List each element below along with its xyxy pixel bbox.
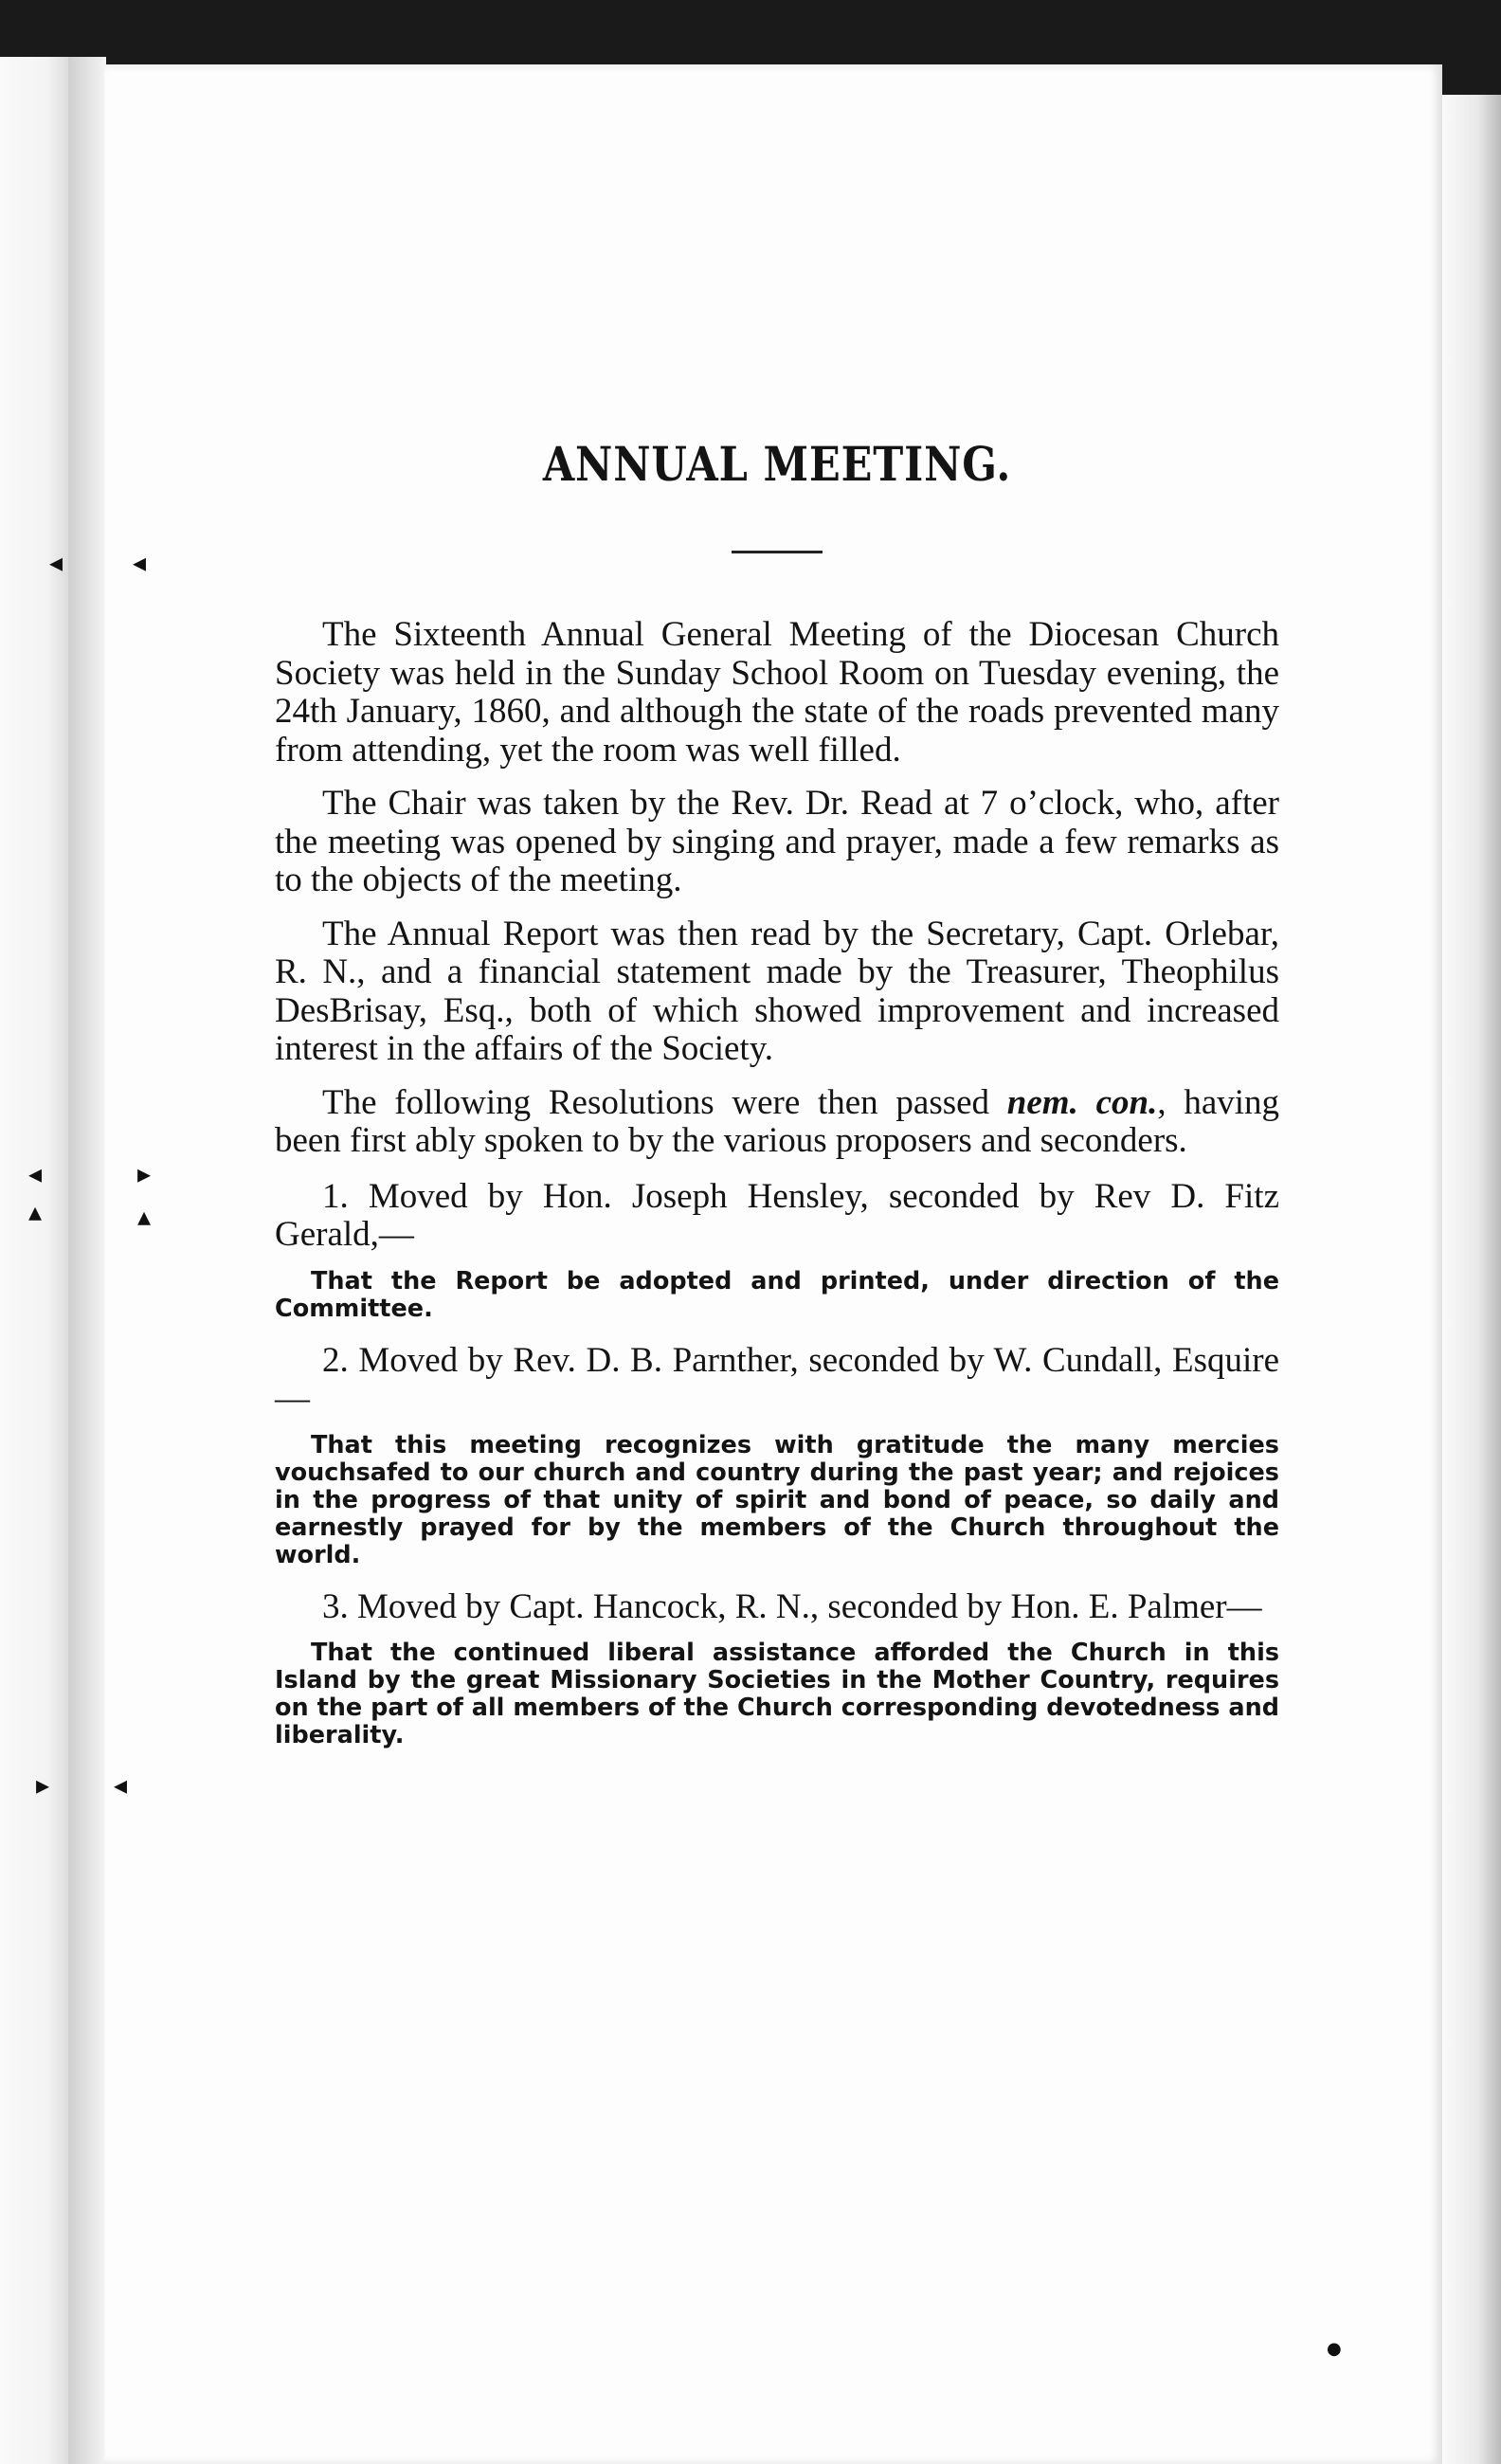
motion-1: 1. Moved by Hon. Joseph Hensley, seconded by Rev D. Fitz Gerald,— xyxy=(275,1176,1279,1254)
scan-speck-icon: ● xyxy=(1327,2339,1342,2359)
left-page-edge xyxy=(0,57,68,2464)
motion-2: 2. Moved by Rev. D. B. Parnther, seconded by W. Cundall, Esquire— xyxy=(275,1340,1279,1418)
resolution-3: That the continued liberal assistance afforded the Church in this Island by the great Missionary Societies in the Mother Country, requires on the part of all members of the Church corresponding devotedness and liberality. xyxy=(275,1639,1279,1749)
right-page-edge xyxy=(1442,95,1501,2464)
scan-mark-icon: ◂ xyxy=(49,547,63,578)
scan-mark-icon: ◂ xyxy=(114,1769,128,1801)
paragraph-resolutions-intro xyxy=(275,1084,1279,1161)
intro-text-after: , having been first ably spoken to by the various proposers and seconders. xyxy=(275,1082,1280,1160)
scan-mark-icon: ◂ xyxy=(133,547,147,578)
spine-shadow xyxy=(68,57,106,2464)
article-text xyxy=(275,436,1279,1768)
resolution-2: That this meeting recognizes with gratitude the many mercies vouchsafed to our church and country during the past year; and rejoices in the progress of that unity of spirit and bond of peace, so daily and earnestly prayed for by the members of the Church throughout the world. xyxy=(275,1430,1279,1569)
paragraph-report: The Annual Report was then read by the Secretary, Capt. Orlebar, R. N., and a financial statement made by the Treasurer, Theophilus DesBrisay, Esq., both of which showed improvement and increased interest in the affairs of the Society. xyxy=(275,914,1279,1068)
intro-text-before: The following Resolutions were then passed xyxy=(322,1082,1007,1122)
scan-mark-icon: ▸ xyxy=(137,1158,152,1189)
paragraph-chair: The Chair was taken by the Rev. Dr. Read at 7 o’clock, who, after the meeting was opened by singing and prayer, made a few remarks as to the objects of the meeting. xyxy=(275,784,1279,899)
heading-rule xyxy=(732,551,823,553)
scan-mark-icon: ▴ xyxy=(137,1201,152,1232)
scan-mark-icon: ▸ xyxy=(36,1769,50,1801)
motion-3: 3. Moved by Capt. Hancock, R. N., seconded by Hon. E. Palmer— xyxy=(322,1586,1262,1626)
resolution-1: That the Report be adopted and printed, under direction of the Committee. xyxy=(275,1266,1279,1323)
scan-mark-icon: ▴ xyxy=(28,1196,43,1227)
paragraph-opening: The Sixteenth Annual General Meeting of the Diocesan Church Society was held in the Sunday School Room on Tuesday evening, the 24th January, 1860, and although the state of the roads prevented many from attending, yet the room was well filled. xyxy=(275,615,1279,770)
scan-mark-icon: ◂ xyxy=(28,1158,43,1189)
intro-latin-phrase: nem. con. xyxy=(1006,1082,1158,1122)
page-title: ANNUAL MEETING. xyxy=(542,436,1012,492)
